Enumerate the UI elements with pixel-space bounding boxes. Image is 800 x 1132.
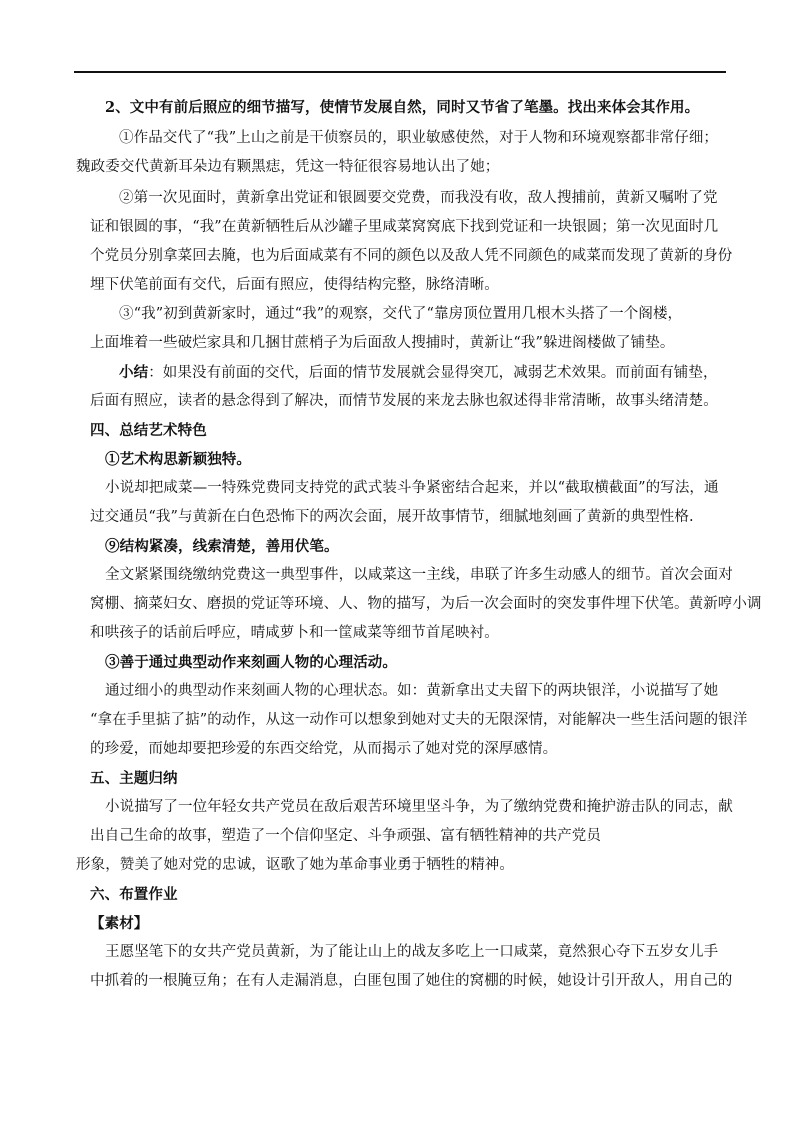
section-6-heading: 六、布置作业 (90, 886, 178, 903)
section-4-item-2-line-1: 全文紧紧围绕缴纳党费这一典型事件，以咸菜这一主线，串联了许多生动感人的细节。首次会面对 (105, 567, 733, 583)
q2-point-3-line-1: ③“我”初到黄新家时，通过“我”的观察，交代了“靠房顶位置用几根木头搭了一个阁楼， (119, 306, 683, 322)
section-4-item-3-title: ③善于通过典型动作来刻画人物的心理活动。 (105, 654, 397, 671)
section-5-heading: 五、主题归纳 (90, 770, 178, 787)
q2-point-2-line-1: ②第一次见面时，黄新拿出党证和银圆要交党费，而我没有收，敌人搜捕前，黄新又嘱咐了党 (119, 190, 718, 206)
section-4-item-3-line-3: 的珍爱，而她却要把珍爱的东西交给党，从而揭示了她对党的深厚感情。 (90, 741, 558, 757)
section-5-line-3: 形象，赞美了她对党的忠诚，讴歌了她为革命事业勇于牺牲的精神。 (76, 857, 514, 873)
summary-text: ：如果没有前面的交代，后面的情节发展就会显得突兀，减弱艺术效果。而前面有铺垫， (148, 365, 718, 381)
section-4-item-3-line-2: “拿在手里掂了掂”的动作，从这一动作可以想象到她对丈夫的无限深情，对能解决一些生活问题的银洋 (90, 712, 748, 728)
section-4-item-3-line-1: 通过细小的典型动作来刻画人物的心理状态。如：黄新拿出丈夫留下的两块银洋，小说描写了她 (105, 683, 719, 699)
section-4-heading: 四、总结艺术特色 (90, 422, 207, 439)
section-4-item-2-line-3: 和哄孩子的话前后呼应，晴咸萝卜和一筐咸菜等细节首尾映衬。 (90, 625, 499, 641)
q2-point-2-line-2: 证和银圆的事，“我”在黄新牺牲后从沙罐子里咸菜窝窝底下找到党证和一块银圆；第一次见面时几 (90, 219, 719, 235)
header-rule (74, 71, 726, 73)
material-label: 【素材】 (90, 915, 149, 932)
summary-label: 小结 (119, 364, 149, 381)
q2-point-2-line-4: 埋下伏笔前面有交代，后面有照应，使得结构完整，脉络清晰。 (90, 277, 499, 293)
q2-point-1-line-1: ①作品交代了“我”上山之前是干侦察员的，职业敏感使然，对于人物和环境观察都非常仔细； (119, 130, 719, 146)
q2-summary-line-2: 后面有照应，读者的悬念得到了解决，而情节发展的来龙去脉也叙述得非常清晰，故事头绪清楚。 (90, 393, 718, 409)
section-6-line-2: 中抓着的一根腌豆角；在有人走漏消息，白匪包围了她住的窝棚的时候，她设计引开敌人，用自己的 (90, 973, 733, 989)
section-4-item-1-line-2: 过交通员“我”与黄新在白色恐怖下的两次会面，展开故事情节，细腻地刻画了黄新的典型性格. (90, 509, 694, 525)
question-2-heading: 2、文中有前后照应的细节描写，使情节发展自然，同时又节省了笔墨。找出来体会其作用。 (105, 99, 700, 116)
section-4-item-1-title: ①艺术构思新颖独特。 (105, 451, 251, 468)
q2-point-2-line-3: 个党员分别拿菜回去腌，也为后面咸菜有不同的颜色以及敌人凭不同颜色的咸菜而发现了黄新的身份 (90, 248, 733, 264)
section-4-item-2-line-2: 窝棚、摘菜妇女、磨损的党证等环境、人、物的描写，为后一次会面时的突发事件埋下伏笔。黄新哼小调 (90, 596, 762, 612)
section-4-item-2-title: ⑨结构紧凑，线索清楚，善用伏笔。 (105, 538, 339, 555)
q2-summary-line-1 (76, 358, 726, 387)
document-body (76, 93, 762, 996)
section-5-line-2: 出自己生命的故事，塑造了一个信仰坚定、斗争顽强、富有牺牲精神的共产党员 (90, 828, 601, 844)
q2-point-3-line-2: 上面堆着一些破烂家具和几捆甘蔗梢子为后面敌人搜捕时，黄新让“我”躲进阁楼做了铺垫。 (90, 335, 675, 351)
section-4-item-1-line-1: 小说却把咸菜—一特殊党费同支持党的武式装斗争紧密结合起来，并以“截取横截面”的写法，通 (105, 480, 719, 496)
q2-point-1-line-2: 魏政委交代黄新耳朵边有颗黑痣，凭这一特征很容易地认出了她； (76, 159, 500, 175)
section-6-line-1: 王愿坚笔下的女共产党员黄新，为了能让山上的战友多吃上一口咸菜，竟然狠心夺下五岁女儿手 (105, 944, 719, 960)
section-5-line-1: 小说描写了一位年轻女共产党员在敌后艰苦环境里坚斗争，为了缴纳党费和掩护游击队的同志，献 (105, 799, 733, 815)
